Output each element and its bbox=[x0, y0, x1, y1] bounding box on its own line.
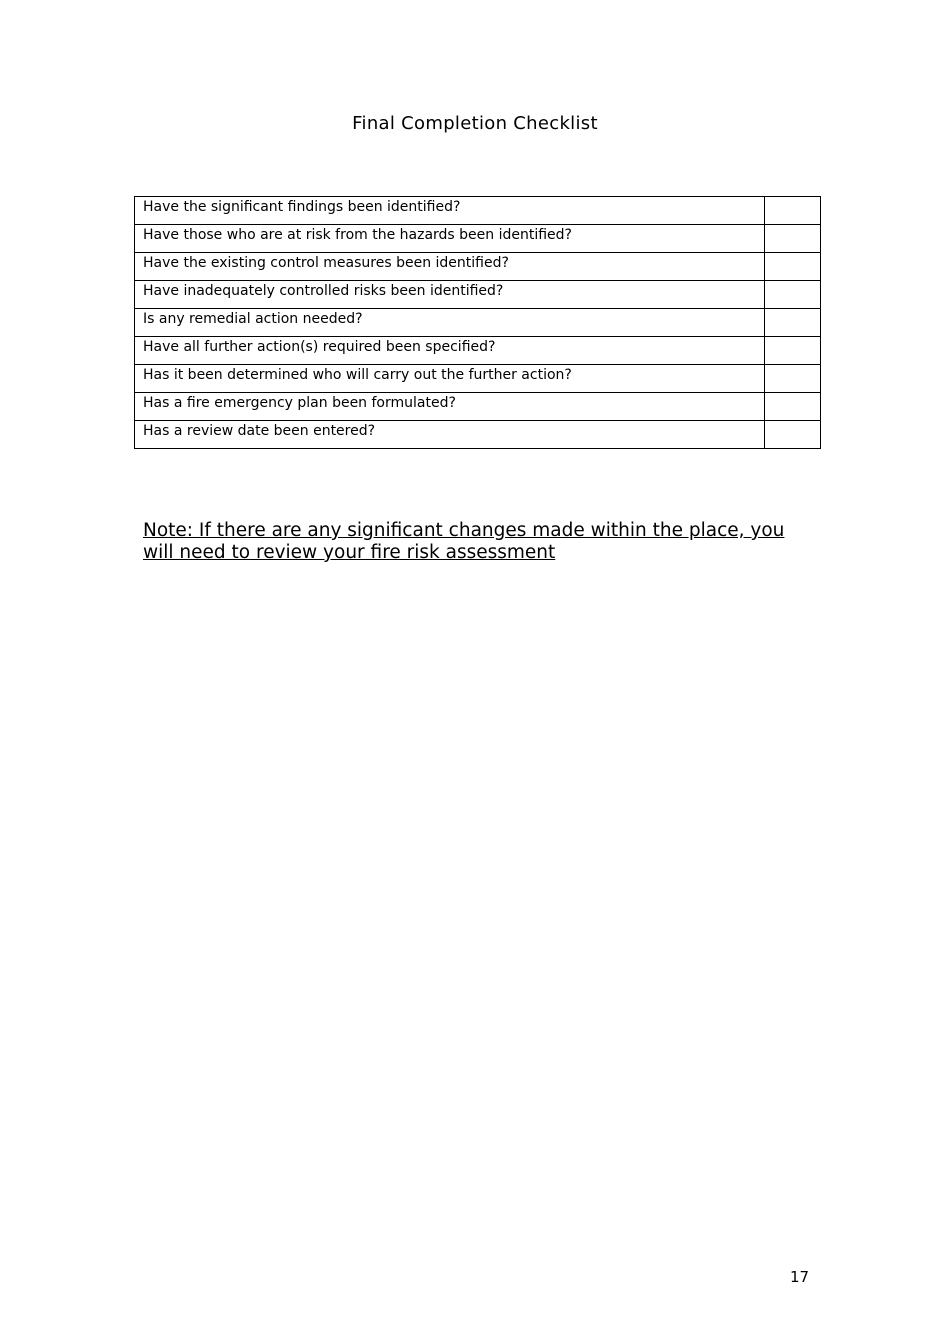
checklist-answer-cell[interactable] bbox=[765, 365, 821, 393]
checklist-question: Have the existing control measures been identified? bbox=[135, 253, 765, 281]
table-row bbox=[135, 365, 821, 393]
table-row bbox=[135, 421, 821, 449]
table-row bbox=[135, 393, 821, 421]
checklist-question: Have inadequately controlled risks been identified? bbox=[135, 281, 765, 309]
checklist-question: Have all further action(s) required been specified? bbox=[135, 337, 765, 365]
checklist-table bbox=[134, 196, 821, 449]
checklist-question: Has a fire emergency plan been formulated? bbox=[135, 393, 765, 421]
checklist-answer-cell[interactable] bbox=[765, 281, 821, 309]
checklist-question: Have the significant findings been identified? bbox=[135, 197, 765, 225]
page-title: Final Completion Checklist bbox=[352, 113, 598, 134]
review-note: Note: If there are any significant changes made within the place, you will need to review your fire risk assessment bbox=[143, 520, 785, 563]
table-row bbox=[135, 337, 821, 365]
checklist-answer-cell[interactable] bbox=[765, 337, 821, 365]
checklist-answer-cell[interactable] bbox=[765, 197, 821, 225]
checklist-question: Is any remedial action needed? bbox=[135, 309, 765, 337]
checklist-answer-cell[interactable] bbox=[765, 309, 821, 337]
table-row bbox=[135, 225, 821, 253]
checklist-answer-cell[interactable] bbox=[765, 225, 821, 253]
table-row bbox=[135, 197, 821, 225]
table-row bbox=[135, 253, 821, 281]
checklist-answer-cell[interactable] bbox=[765, 421, 821, 449]
table-row bbox=[135, 281, 821, 309]
checklist-question: Have those who are at risk from the hazards been identified? bbox=[135, 225, 765, 253]
checklist-question: Has a review date been entered? bbox=[135, 421, 765, 449]
checklist-answer-cell[interactable] bbox=[765, 253, 821, 281]
checklist-answer-cell[interactable] bbox=[765, 393, 821, 421]
page-number: 17 bbox=[790, 1268, 810, 1286]
table-row bbox=[135, 309, 821, 337]
checklist-question: Has it been determined who will carry out the further action? bbox=[135, 365, 765, 393]
